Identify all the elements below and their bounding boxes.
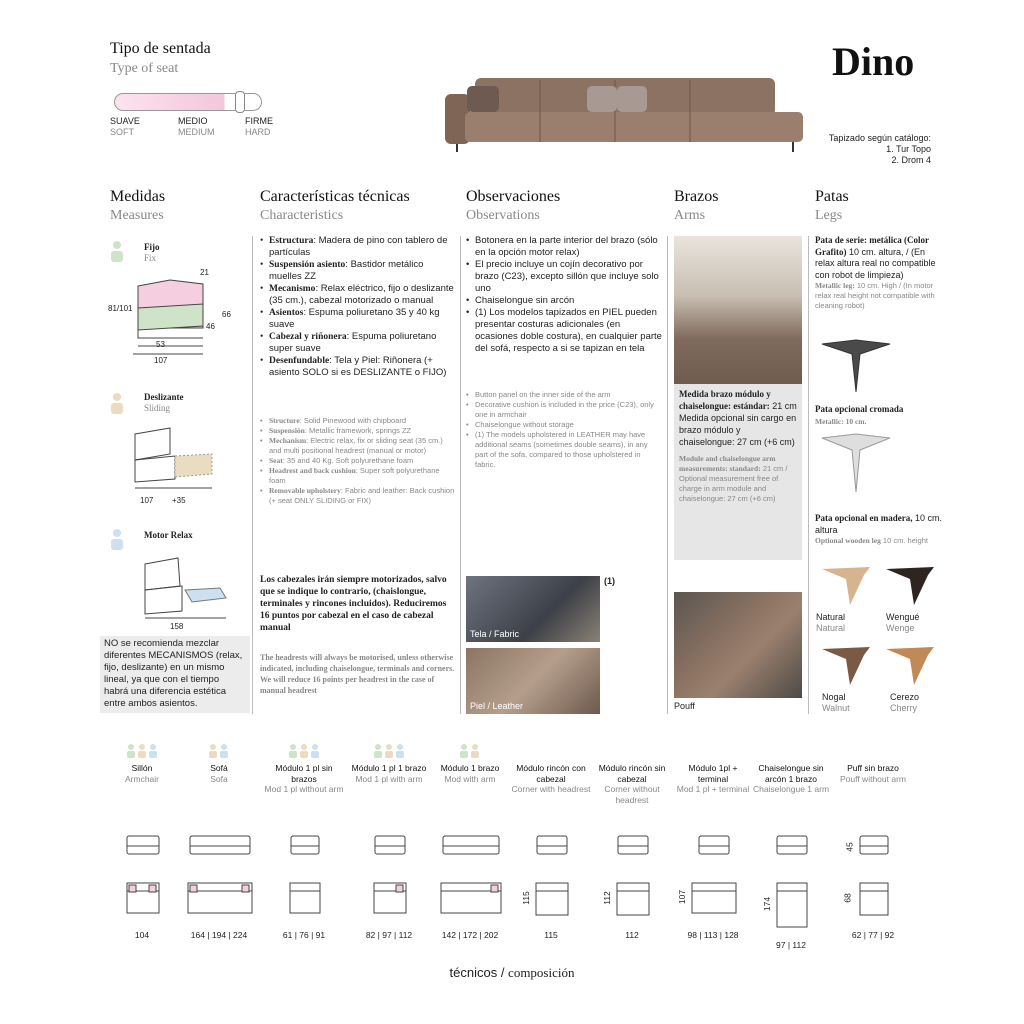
legs-title: Patas <box>815 188 849 205</box>
module-label: Chaiselongue sin arcón 1 brazo Chaiselongue 1 arm <box>752 763 830 794</box>
module-label: Sofá Sofa <box>210 763 228 784</box>
module-width: 142 | 172 | 202 <box>441 930 499 940</box>
arm-photo <box>674 236 802 384</box>
wood-leg-title: Pata opcional en madera, 10 cm. altura Optional wooden leg 10 cm. height <box>815 513 943 545</box>
characteristics-list-en: • Structure: Solid Pinewood with chipboard • Suspensión: Metallic framework, springs ZZ • Mechanism: Electric relax, fix or sliding seat (35 cm.) and multi positional headrest (manual or motor) • Seat: 35 and 40 Kg. Soft polyurethane foam • Headrest and back cushion: Super soft polyurethane foam • Removable upholstery: Fabric and leather: Back cushion (+ seat ONLY SLIDING or FIX) <box>260 416 456 506</box>
arms-subtitle: Arms <box>674 208 706 223</box>
seat-type-subtitle: Type of seat <box>110 61 179 76</box>
seat-level-medium: MEDIO MEDIUM <box>178 116 215 137</box>
module-width: 164 | 194 | 224 <box>190 930 248 940</box>
divider <box>808 236 809 714</box>
module-front-drawing <box>290 834 322 858</box>
person-group-icon <box>373 744 406 758</box>
module-plan-drawing <box>126 882 162 916</box>
observations-list-es: • Botonera en la parte interior del brazo (sólo en la opción motor relax) • El precio incluye un cojín decorativo por brazo (C23), excepto sillón que incluye solo uno • Chaiselongue sin arcón • (1) Los modelos tapizados en PIEL pueden presentar costuras adicionales (en ocasiones doble costura), en cualquier parte del sofá, respecto a si se tapizan en tela <box>466 235 662 355</box>
module-plan-drawing <box>373 882 409 916</box>
module-label: Módulo rincón con cabezal Corner with headrest <box>511 763 591 794</box>
module-height: 45 <box>844 842 855 852</box>
dim-plus35: +35 <box>172 496 186 505</box>
mechanism-note: NO se recomienda mezclar diferentes MECANISMOS (relax, fijo, deslizante) en un mismo lineal, ya que con el tiempo habrá una diferencia estética entre ambos asientos. <box>100 636 250 713</box>
module-depth: 174 <box>762 896 773 912</box>
module-width: 104 <box>134 930 150 940</box>
module-label: Puff sin brazo Pouff without arm <box>840 763 906 784</box>
fixed-label: Fijo <box>144 242 160 252</box>
module-plan-drawing <box>535 882 571 918</box>
module-front-drawing <box>617 834 651 858</box>
module-depth: 68 <box>842 893 853 903</box>
fixed-sublabel: Fix <box>144 253 157 263</box>
dim-height: 81/101 <box>108 304 133 313</box>
module-plan-drawing <box>859 882 891 918</box>
module-label: Módulo 1 pl sin brazos Mod 1 pl without arm <box>264 763 344 794</box>
footer: técnicos / composición <box>449 965 575 980</box>
divider <box>252 236 253 714</box>
fabric-label: Tela / Fabric <box>470 629 520 639</box>
dim-53: 53 <box>156 340 165 349</box>
module-label: Sillón Armchair <box>124 763 159 784</box>
chrome-leg-icon <box>820 432 892 494</box>
seat-level-hard: FIRME HARD <box>245 116 273 137</box>
person-icon <box>110 392 126 416</box>
module-label: Módulo 1 brazo Mod with arm <box>440 763 500 784</box>
arms-title: Brazos <box>674 188 719 205</box>
person-group-icon <box>459 744 481 758</box>
pouf-label: Pouff <box>674 701 695 711</box>
module-plan-drawing <box>187 882 255 916</box>
module-plan-drawing <box>691 882 739 916</box>
module-front-drawing <box>126 834 162 858</box>
wenge-leg-icon <box>884 565 940 609</box>
firmness-indicator <box>235 91 245 113</box>
seat-type-title: Tipo de sentada <box>110 40 211 57</box>
module-width: 115 <box>544 930 558 940</box>
module-front-drawing <box>189 834 253 858</box>
observations-title: Observaciones <box>466 188 561 205</box>
legs-subtitle: Legs <box>815 208 843 223</box>
arm-measure-box: Medida brazo módulo y chaiselongue: estándar: 21 cm Medida opcional sin cargo en brazo módulo y chaiselongue: 27 cm (+6 cm) Module and chaiselongue arm measurements: standard: 21 cm / Optional measurement free of charge in arm module and chaiselongue: 27 cm (+6 cm) <box>674 384 802 560</box>
pouf-photo <box>674 592 802 698</box>
characteristics-subtitle: Characteristics <box>260 208 344 223</box>
leather-label: Piel / Leather <box>470 701 524 711</box>
chrome-leg-sub: Metallic: 10 cm. <box>815 417 867 426</box>
module-plan-drawing <box>776 882 810 930</box>
hero-sofa-image <box>445 72 805 157</box>
dim-107: 107 <box>154 356 168 365</box>
observations-list-en: • Button panel on the inner side of the arm • Decorative cushion is included in the price (C23), only one in armchair • Chaiselongue without storage • (1) The models upholstered in LEATHER may have additional seams (sometimes double seams), in any part of the sofa, compared to those upholstered in fabric. <box>466 390 658 470</box>
divider <box>460 236 461 714</box>
module-front-drawing <box>698 834 732 858</box>
brand-title: Dino <box>832 39 915 84</box>
person-group-icon <box>208 744 230 758</box>
module-width: 112 <box>625 930 639 940</box>
cherry-leg-icon <box>884 645 940 689</box>
legs-standard: Pata de serie: metálica (Color Grafito) 10 cm. altura, / (En relax altura real no compatible con robot de limpieza) Metallic leg: 10 cm. High / (In motor relax real height not compatible with cleaning robot) <box>815 235 936 310</box>
module-front-drawing <box>442 834 502 858</box>
module-width: 82 | 97 | 112 <box>365 930 413 940</box>
module-plan-drawing <box>616 882 652 918</box>
observations-subtitle: Observations <box>466 208 540 223</box>
module-label: Módulo 1pl + terminal Mod 1 pl + terminal <box>676 763 750 794</box>
module-front-drawing <box>859 834 891 858</box>
module-front-drawing <box>536 834 570 858</box>
dim-46: 46 <box>206 322 215 331</box>
dim-158: 158 <box>170 622 184 631</box>
dim-107-sliding: 107 <box>140 496 154 505</box>
module-width: 62 | 77 | 92 <box>851 930 895 940</box>
measures-subtitle: Measures <box>110 208 164 223</box>
photo-marker: (1) <box>604 576 615 586</box>
module-plan-drawing <box>440 882 504 916</box>
headrest-note-es: Los cabezales irán siempre motorizados, salvo que se indique lo contrario, (chaislongue, terminales y rincones incluidos). Reduciremos 16 puntos por cabezal en el caso de cabezal manual <box>260 575 447 633</box>
sliding-seat-drawing <box>130 424 230 494</box>
person-icon <box>110 528 126 552</box>
chrome-leg-title: Pata opcional cromada <box>815 404 904 414</box>
dim-66: 66 <box>222 310 231 319</box>
motor-relax-drawing <box>140 556 240 622</box>
seat-firmness-bar <box>114 93 262 111</box>
module-depth: 107 <box>677 889 688 905</box>
person-group-icon <box>126 744 159 758</box>
natural-leg-icon <box>820 565 876 609</box>
module-front-drawing <box>776 834 810 858</box>
module-width: 61 | 76 | 91 <box>282 930 326 940</box>
module-depth: 112 <box>601 891 612 905</box>
divider <box>667 236 668 714</box>
module-width: 97 | 112 <box>776 940 806 950</box>
graphite-leg-icon <box>820 338 892 394</box>
module-front-drawing <box>374 834 408 858</box>
finish-cherry: Cerezo Cherry <box>890 692 920 713</box>
walnut-leg-icon <box>820 645 876 689</box>
seat-level-soft: SUAVE SOFT <box>110 116 140 137</box>
fabric-photo <box>466 576 600 642</box>
sliding-label: Deslizante <box>144 392 184 402</box>
module-depth: 115 <box>520 891 531 905</box>
module-width: 98 | 113 | 128 <box>687 930 739 940</box>
person-icon <box>110 240 126 264</box>
motor-relax-label: Motor Relax <box>144 530 193 540</box>
module-plan-drawing <box>289 882 323 916</box>
headrest-note-en: The headrests will always be motorised, unless otherwise indicated, including chaiselongue, terminals and corners. We will reduce 16 points per headrest in the case of manual headrest <box>260 653 455 695</box>
person-group-icon <box>288 744 321 758</box>
upholstery-info: Tapizado según catálogo: 1. Tur Topo 2. Drom 4 <box>828 133 931 165</box>
module-label: Módulo 1 pl 1 brazo Mod 1 pl with arm <box>351 763 427 784</box>
dim-21: 21 <box>200 268 209 277</box>
finish-wenge: Wengué Wenge <box>886 612 920 633</box>
characteristics-list-es: • Estructura: Madera de pino con tablero de partículas • Suspensión asiento: Bastidor metálico muelles ZZ • Mecanismo: Relax eléctrico, fijo o deslizante (35 cm.), cabezal motorizado o manual • Asientos: Espuma poliuretano 35 y 40 kg suave • Cabezal y riñonera: Espuma poliuretano super suave • Desenfundable: Tela y Piel: Riñonera (+ asiento SOLO si es DESLIZANTE o FIJO) <box>260 235 456 379</box>
finish-walnut: Nogal Walnut <box>822 692 850 713</box>
characteristics-title: Características técnicas <box>260 188 410 205</box>
measures-title: Medidas <box>110 188 166 205</box>
sliding-sublabel: Sliding <box>144 403 171 413</box>
leather-photo <box>466 648 600 714</box>
finish-natural: Natural Natural <box>816 612 846 633</box>
module-label: Módulo rincón sin cabezal Corner without headrest <box>598 763 666 805</box>
